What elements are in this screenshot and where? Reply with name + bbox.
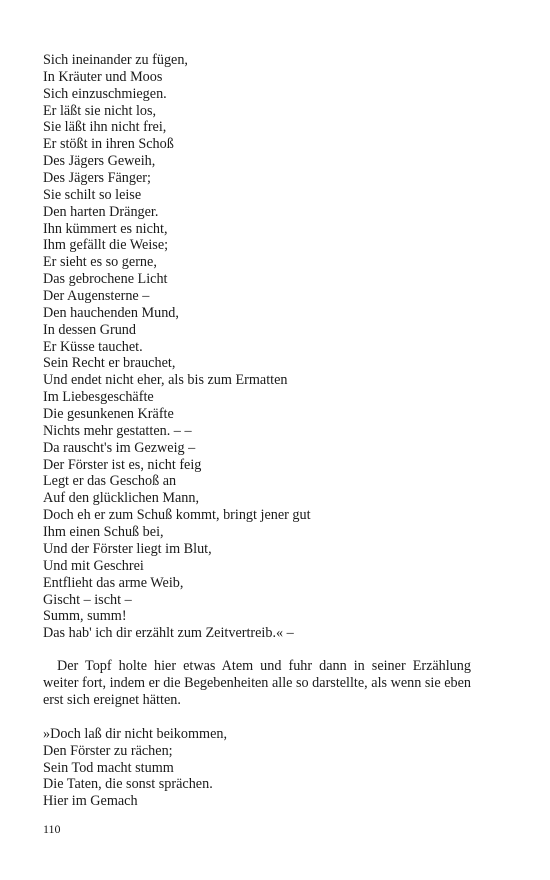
verse-line: Nichts mehr gestatten. – – xyxy=(43,422,192,439)
verse-line: »Doch laß dir nicht beikommen, xyxy=(43,725,228,742)
verse-line: Im Liebesgeschäfte xyxy=(43,389,154,406)
verse-line: Des Jägers Geweih, xyxy=(43,153,156,170)
verse-line: Den harten Dränger. xyxy=(43,203,159,220)
verse-line: Den hauchenden Mund, xyxy=(43,304,179,321)
verse-line: Sein Tod macht stumm xyxy=(43,759,174,776)
verse-line: Der Augensterne – xyxy=(43,288,150,305)
prose-paragraph: Der Topf holte hier etwas Atem und fuhr dann in seiner Erzählung weiter fort, indem er die Begebenheiten alle so darstellte, als wenn sie eben erst sich ereignet hätten. xyxy=(43,658,471,709)
verse-line: Sich ineinander zu fügen, xyxy=(43,52,188,68)
verse-line: Ihm gefällt die Weise; xyxy=(43,237,169,254)
verse-line: Das gebrochene Licht xyxy=(43,271,168,288)
verse-line: Er läßt sie nicht los, xyxy=(43,102,157,119)
verse-line: Auf den glücklichen Mann, xyxy=(43,490,200,507)
verse-line: In Kräuter und Moos xyxy=(43,68,163,85)
verse-line: Legt er das Geschoß an xyxy=(43,473,177,490)
verse-line: In dessen Grund xyxy=(43,321,136,338)
verse-line: Ihm einen Schuß bei, xyxy=(43,524,164,541)
verse-line: Das hab' ich dir erzählt zum Zeitvertreib.« – xyxy=(43,625,294,642)
book-page xyxy=(43,52,471,810)
verse-line: Doch eh er zum Schuß kommt, bringt jener gut xyxy=(43,507,311,524)
verse-line: Des Jägers Fänger; xyxy=(43,170,151,187)
verse-line: Gischt – ischt – xyxy=(43,591,132,608)
verse-line: Sein Recht er brauchet, xyxy=(43,355,176,372)
stanza-gap xyxy=(43,642,471,658)
verse-stanza-1 xyxy=(43,52,471,642)
verse-line: Und endet nicht eher, als bis zum Ermatten xyxy=(43,372,288,389)
stanza-gap xyxy=(43,709,471,725)
verse-line: Die Taten, die sonst sprächen. xyxy=(43,776,213,793)
verse-line: Sie schilt so leise xyxy=(43,186,142,203)
verse-line: Er stößt in ihren Schoß xyxy=(43,136,174,153)
verse-line: Da rauscht's im Gezweig – xyxy=(43,439,196,456)
verse-line: Die gesunkenen Kräfte xyxy=(43,406,174,423)
verse-line: Und mit Geschrei xyxy=(43,557,144,574)
verse-line: Summ, summ! xyxy=(43,608,127,625)
verse-stanza-2 xyxy=(43,726,471,810)
verse-line: Der Förster ist es, nicht feig xyxy=(43,456,202,473)
verse-line: Entflieht das arme Weib, xyxy=(43,574,184,591)
verse-line: Er sieht es so gerne, xyxy=(43,254,157,271)
verse-line: Und der Förster liegt im Blut, xyxy=(43,540,212,557)
verse-line: Sich einzuschmiegen. xyxy=(43,85,167,102)
verse-line: Ihn kümmert es nicht, xyxy=(43,220,168,237)
verse-line: Hier im Gemach xyxy=(43,793,138,810)
verse-line: Er Küsse tauchet. xyxy=(43,338,143,355)
page-number: 110 xyxy=(43,822,61,836)
verse-line: Den Förster zu rächen; xyxy=(43,742,173,759)
verse-line: Sie läßt ihn nicht frei, xyxy=(43,119,167,136)
